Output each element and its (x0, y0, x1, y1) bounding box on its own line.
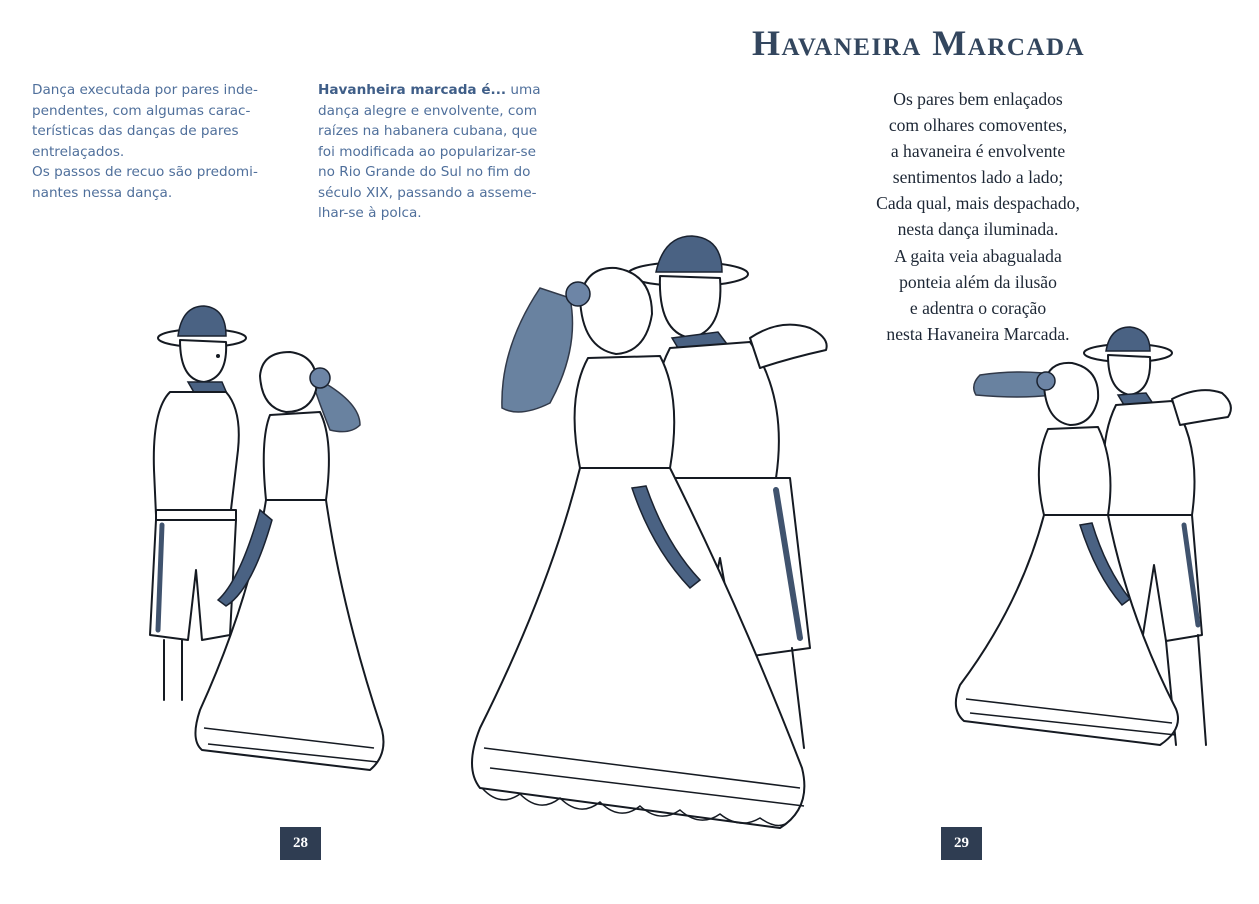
description-line: pendentes, com algumas carac- (32, 102, 251, 119)
definition-line: no Rio Grande do Sul no fim do (318, 164, 531, 180)
poem-line: sentimentos lado a lado; (892, 167, 1064, 188)
poem-line: nesta dança iluminada. (897, 219, 1059, 240)
page-number-left: 28 (280, 827, 321, 860)
poem-line: ponteia além da ilusão (899, 271, 1057, 292)
description-line: terísticas das danças de pares (32, 123, 239, 139)
definition-column (318, 80, 568, 224)
page-title: Havaneira Marcada (752, 23, 1086, 63)
poem (842, 86, 1114, 347)
poem-line: com olhares comoventes, (888, 115, 1068, 136)
definition-first-line (318, 80, 568, 101)
definition-line: dança alegre e envolvente, com (318, 102, 537, 119)
description-line: entrelaçados. (32, 143, 125, 160)
poem-line: Cada qual, mais despachado, (876, 193, 1080, 214)
definition-line: lhar-se à polca. (318, 205, 422, 221)
poem-line: Os pares bem enlaçados (893, 89, 1063, 109)
dancing-couple-left-illustration (130, 300, 400, 800)
description-column (32, 80, 282, 203)
description-line: nantes nessa dança. (32, 184, 173, 201)
definition-line: século XIX, passando a asseme- (318, 184, 537, 201)
poem-line: a havaneira é envolvente (890, 141, 1066, 162)
definition-line: foi modificada ao popularizar-se (318, 143, 536, 160)
poem-line: e adentra o coração (909, 297, 1047, 318)
definition-term: Havanheira marcada é... (318, 82, 507, 98)
poem-line: nesta Havaneira Marcada. (886, 323, 1070, 344)
poem-line: A gaita veia abagualada (894, 245, 1062, 266)
dancing-couple-right-illustration (940, 325, 1240, 775)
description-line: Dança executada por pares inde- (32, 82, 258, 98)
definition-line-rest: uma (506, 82, 541, 98)
definition-line: raízes na habanera cubana, que (318, 123, 538, 139)
description-line: Os passos de recuo são predomi- (32, 164, 258, 180)
dancing-couple-center-illustration (420, 228, 840, 858)
page-number-right: 29 (941, 827, 982, 860)
